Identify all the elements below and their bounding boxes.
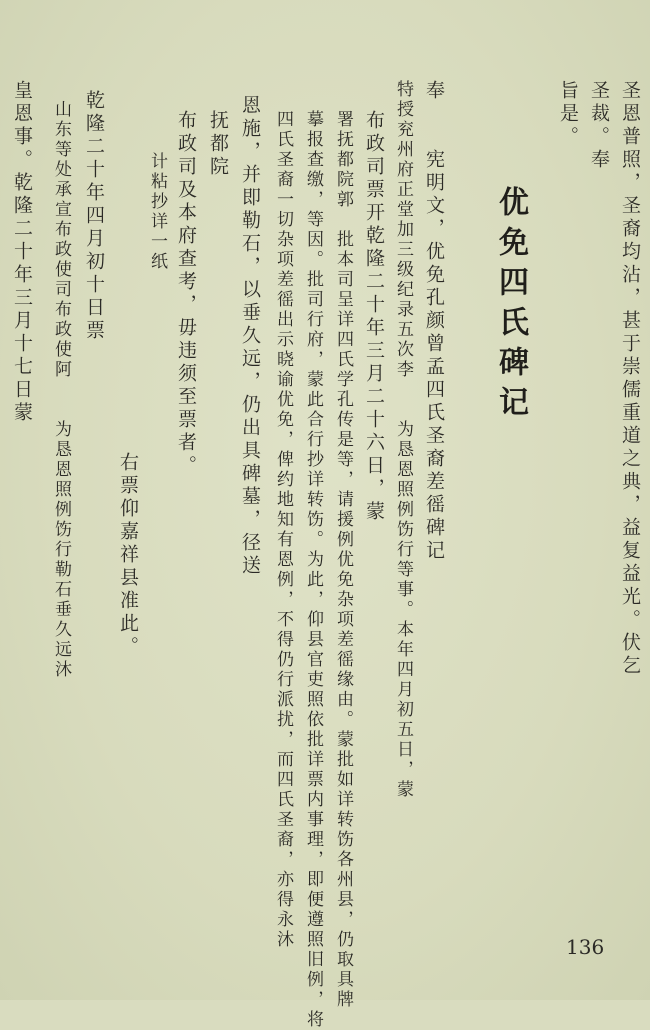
text-column-4: 奉 宪明文，优免孔颜曾孟四氏圣裔差徭碑记 (423, 80, 445, 563)
page-title: 优免四氏碑记 (493, 186, 528, 426)
page-number: 136 (566, 935, 605, 959)
text-column-10: 恩施，并即勒石，以垂久远，仍出具碑墓，径送 (239, 95, 261, 578)
text-column-1: 圣恩普照，圣裔均沾，甚于崇儒重道之典，益复益光。伏乞 (619, 80, 641, 678)
text-column-17: 皇恩事。乾隆二十年三月十七日蒙 (11, 80, 33, 425)
text-column-2: 圣裁。奉 (588, 80, 610, 172)
text-column-5: 特授兖州府正堂加三级纪录五次李 为恳恩照例饬行等事。本年四月初五日，蒙 (393, 80, 413, 800)
text-column-9: 四氏圣裔一切杂项差徭出示晓谕优免，俾约地知有恩例，不得仍行派扰，而四氏圣裔，亦得永沐 (273, 110, 293, 950)
text-column-13: 计粘抄详一纸 (147, 152, 167, 272)
text-column-15: 乾隆二十年四月初十日票 (83, 90, 105, 343)
text-column-11: 抚都院 (207, 110, 229, 179)
text-column-16: 山东等处承宣布政使司布政使阿 为恳恩照例饬行勒石垂久远沐 (51, 100, 71, 680)
text-column-14: 右票仰嘉祥县准此。 (117, 452, 139, 659)
text-column-8: 摹报查缴，等因。批司行府，蒙此合行抄详转饬。为此，仰县官吏照依批详票内事理，即便遵照旧例，将 (303, 110, 323, 1030)
text-column-12: 布政司及本府查考，毋违须至票者。 (175, 110, 197, 478)
text-column-7: 署抚都院郭 批本司呈详四氏学孔传是等，请援例优免杂项差徭缘由。蒙批如详转饬各州县，仍取具牌 (333, 110, 353, 1010)
text-column-6: 布政司票开乾隆二十年三月二十六日，蒙 (363, 110, 385, 524)
text-column-3: 旨是。 (557, 80, 579, 149)
